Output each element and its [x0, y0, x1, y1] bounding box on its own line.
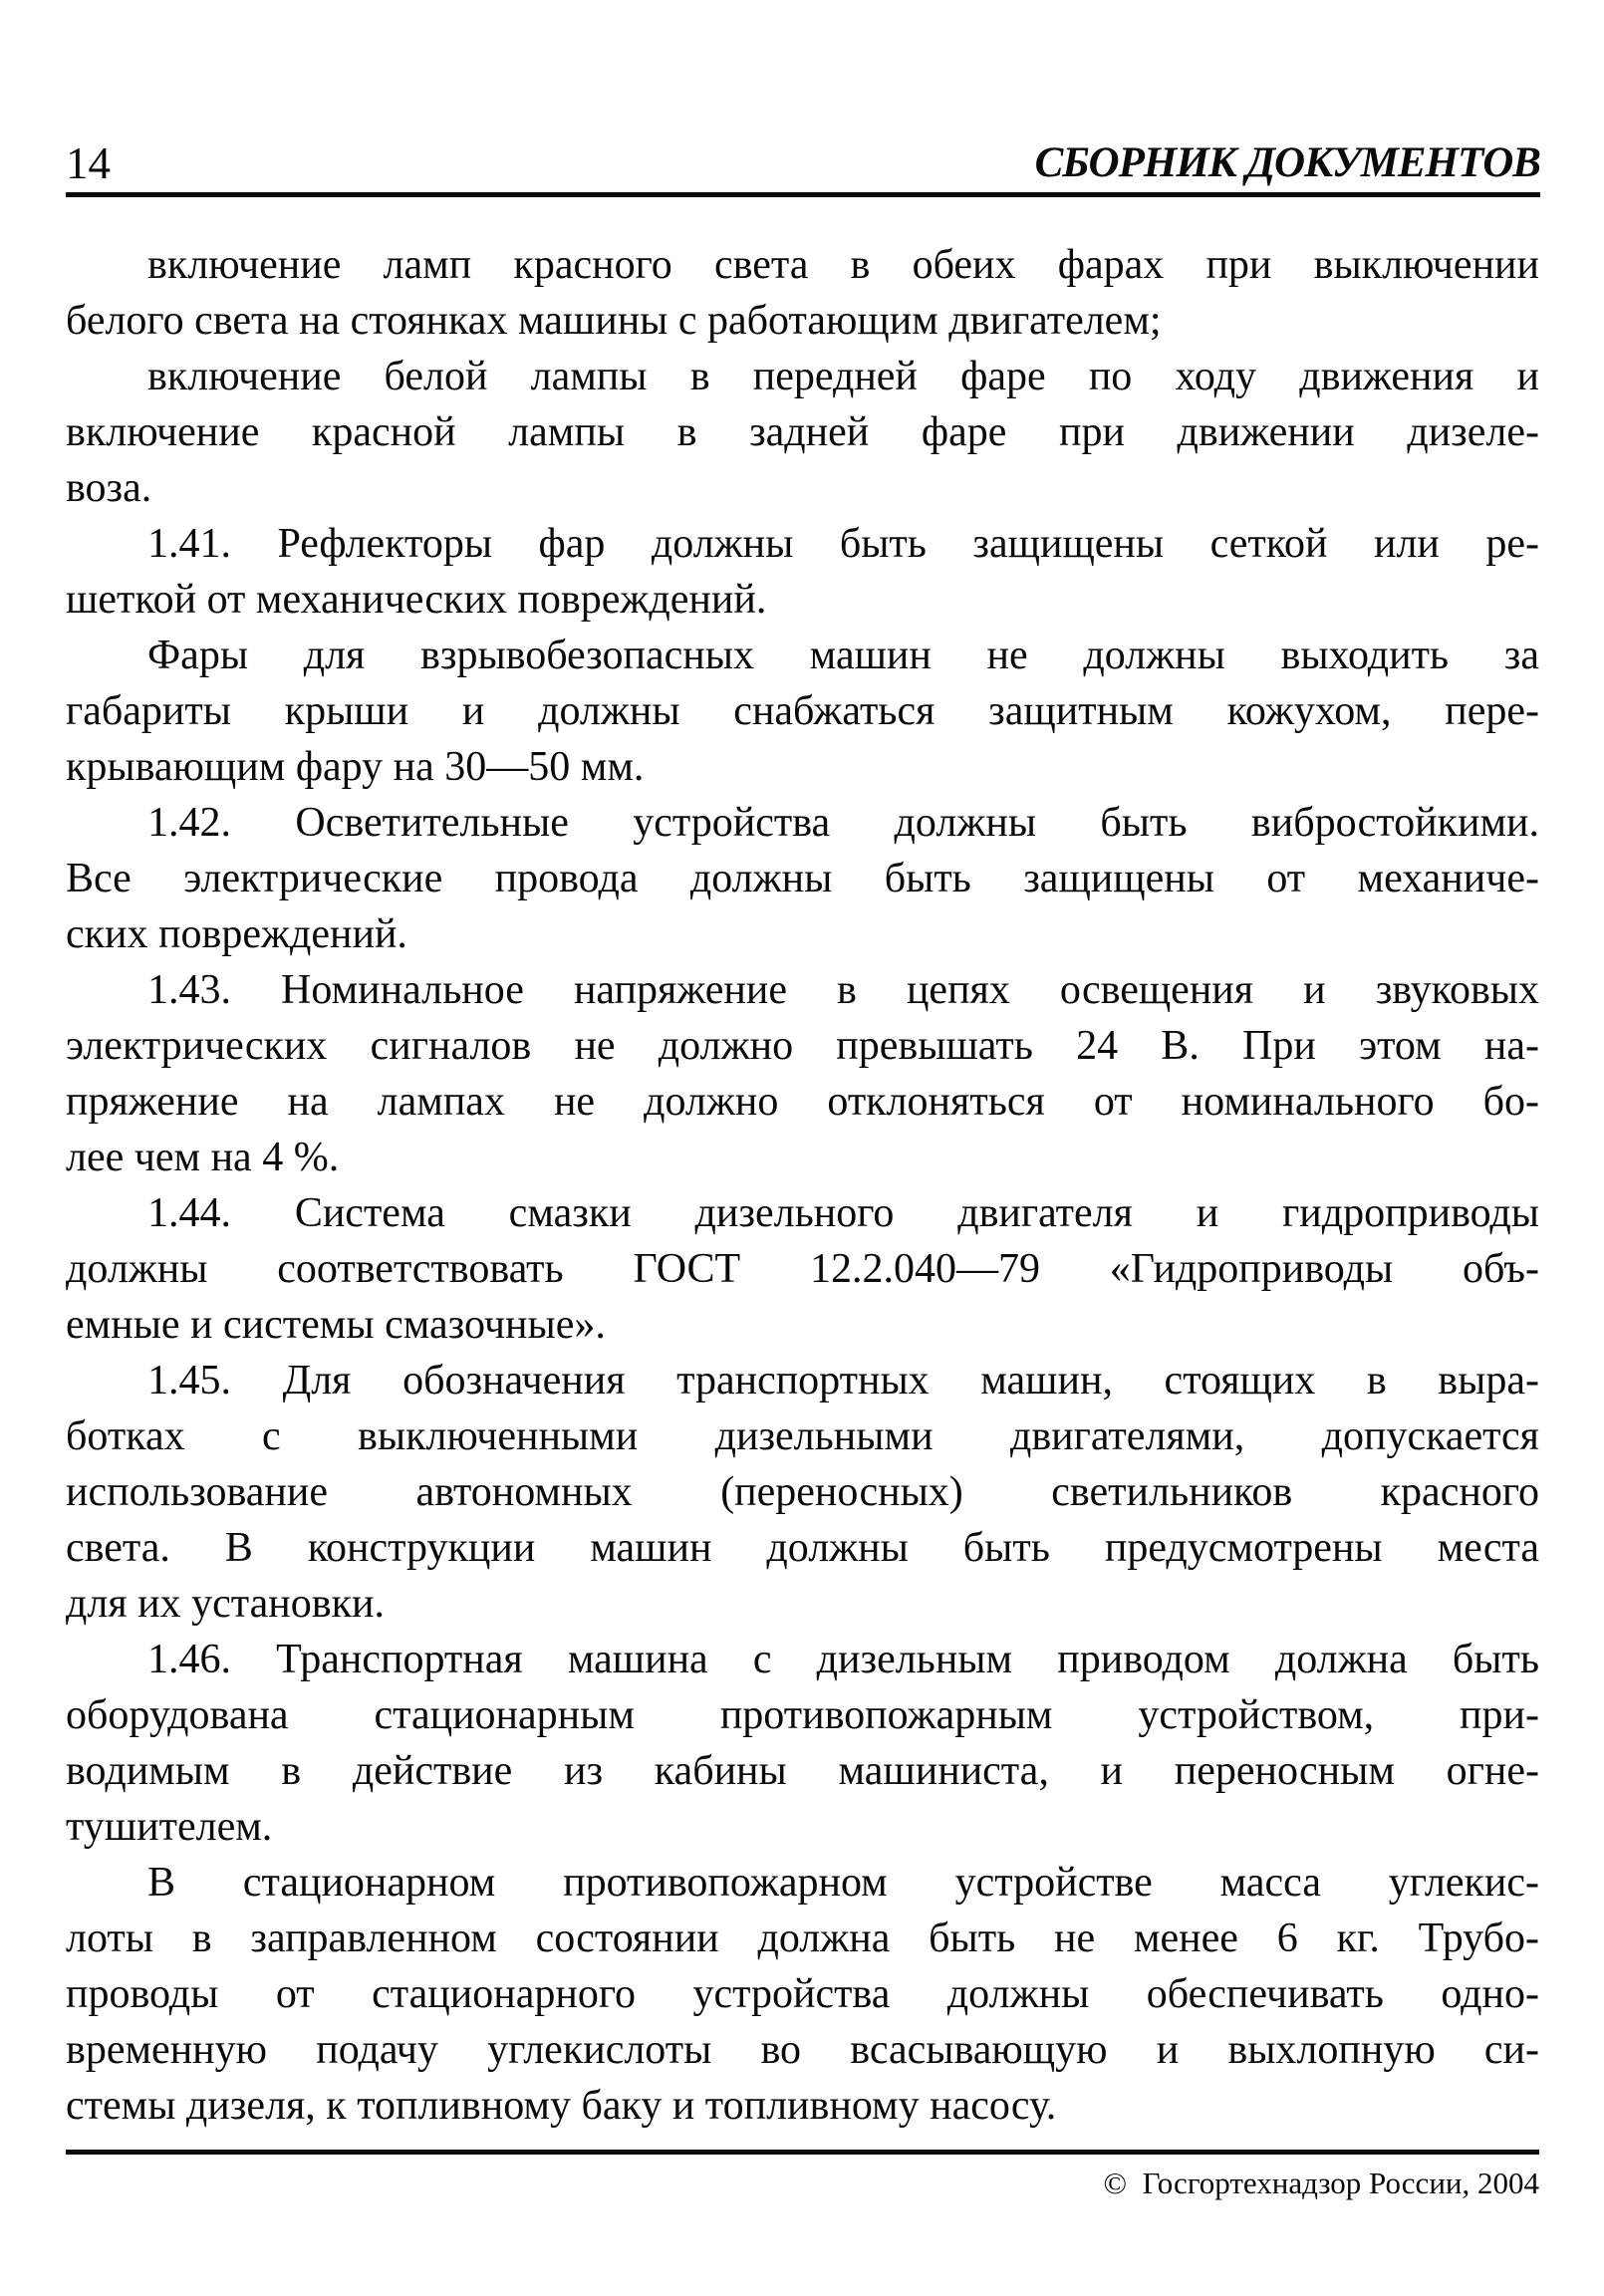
text-line: 1.46. Транспортная машина с дизельным приводом должна быть: [147, 1637, 1539, 1682]
text-line: белого света на стоянках машины с работающим двигателем;: [66, 298, 1162, 344]
text-line: Фары для взрывобезопасных машин не должны выходить за: [147, 633, 1539, 678]
text-line: В стационарном противопожарном устройстве масса углекис-: [147, 1860, 1539, 1906]
text-line: 1.41. Рефлекторы фар должны быть защищены сеткой или ре-: [147, 521, 1539, 567]
paragraph: [66, 1632, 1539, 1855]
text-line: временную подачу углекислоты во всасывающую и выхлопную си-: [66, 2027, 1539, 2073]
text-line: тушителем.: [66, 1804, 273, 1850]
text-line: водимым в действие из кабины машиниста, и переносным огне-: [66, 1748, 1539, 1794]
text-line: для их установки.: [66, 1581, 385, 1627]
text-line: должны соответствовать ГОСТ 12.2.040—79 «Гидроприводы объ-: [66, 1246, 1539, 1292]
page-header: [66, 139, 1540, 197]
text-line: проводы от стационарного устройства должны обеспечивать одно-: [66, 1971, 1539, 2017]
footer-rule: [66, 2150, 1539, 2202]
paragraph: [66, 795, 1539, 962]
text-line: включение белой лампы в передней фаре по ходу движения и: [147, 354, 1539, 399]
copyright-text: © Госгортехнадзор России, 2004: [1103, 2166, 1539, 2200]
text-line: пряжение на лампах не должно отклоняться от номинального бо-: [66, 1079, 1539, 1125]
text-line: 1.42. Осветительные устройства должны быть вибростойкими.: [147, 800, 1539, 846]
text-line: 1.44. Система смазки дизельного двигателя и гидроприводы: [147, 1190, 1539, 1236]
text-line: оборудована стационарным противопожарным устройством, при-: [66, 1692, 1539, 1738]
text-line: включение красной лампы в задней фаре при движении дизеле-: [66, 409, 1539, 455]
text-line: габариты крыши и должны снабжаться защитным кожухом, пере-: [66, 688, 1539, 734]
text-line: Все электрические провода должны быть защищены от механиче-: [66, 856, 1539, 901]
text-line: ских повреждений.: [66, 911, 407, 957]
text-line: 1.45. Для обозначения транспортных машин, стоящих в выра-: [147, 1358, 1539, 1403]
paragraph: [66, 516, 1539, 628]
text-line: ботках с выключенными дизельными двигателями, допускается: [66, 1413, 1539, 1459]
paragraph: [66, 628, 1539, 795]
paragraph: [66, 349, 1539, 516]
text-line: воза.: [66, 465, 152, 511]
paragraph: [66, 1855, 1539, 2134]
text-line: электрических сигналов не должно превышать 24 В. При этом на-: [66, 1023, 1539, 1069]
paragraph: [66, 237, 1539, 349]
text-line: использование автономных (переносных) светильников красного: [66, 1469, 1539, 1515]
text-line: шеткой от механических повреждений.: [66, 577, 767, 623]
text-line: емные и системы смазочные».: [66, 1302, 606, 1348]
header-title: СБОРНИК ДОКУМЕНТОВ: [1034, 139, 1540, 186]
paragraph: [66, 962, 1539, 1185]
document-body: [66, 237, 1539, 2134]
text-line: стемы дизеля, к топливному баку и топливному насосу.: [66, 2083, 1057, 2129]
text-line: крывающим фару на 30—50 мм.: [66, 744, 645, 790]
text-line: включение ламп красного света в обеих фарах при выключении: [147, 242, 1539, 288]
page-number: 14: [66, 138, 111, 188]
text-line: 1.43. Номинальное напряжение в цепях освещения и звуковых: [147, 967, 1539, 1013]
paragraph: [66, 1185, 1539, 1353]
text-line: лоты в заправленном состоянии должна быть не менее 6 кг. Трубо-: [66, 1915, 1539, 1961]
text-line: лее чем на 4 %.: [66, 1135, 340, 1180]
text-line: света. В конструкции машин должны быть предусмотрены места: [66, 1525, 1539, 1571]
paragraph: [66, 1353, 1539, 1632]
